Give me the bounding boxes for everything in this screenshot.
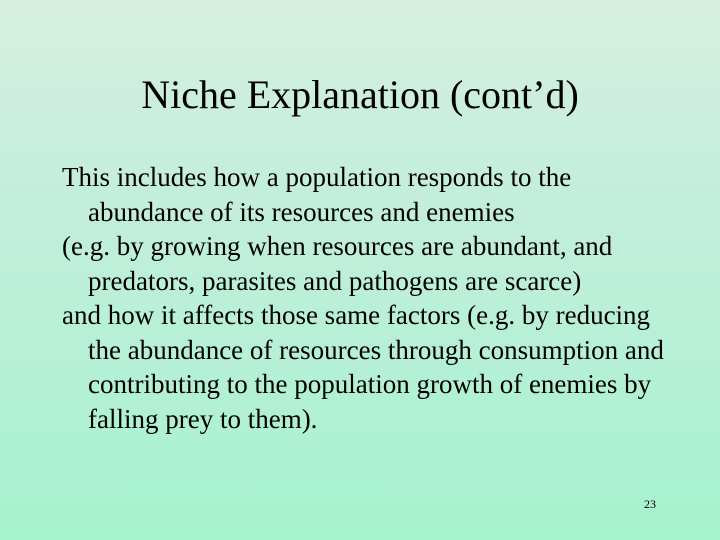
body-paragraph-1: This includes how a population responds to the abundance of its resources and enemies: [62, 162, 572, 227]
slide-title: Niche Explanation (cont’d): [141, 72, 579, 117]
slide-body: [62, 160, 682, 436]
body-paragraph-2: (e.g. by growing when resources are abundant, and predators, parasites and pathogens are scarce): [62, 231, 613, 296]
body-paragraph-3: and how it affects those same factors (e.g. by reducing the abundance of resources through consumption and contributing to the population growth of enemies by falling prey to them).: [62, 300, 664, 434]
slide-number: 23: [644, 497, 656, 511]
